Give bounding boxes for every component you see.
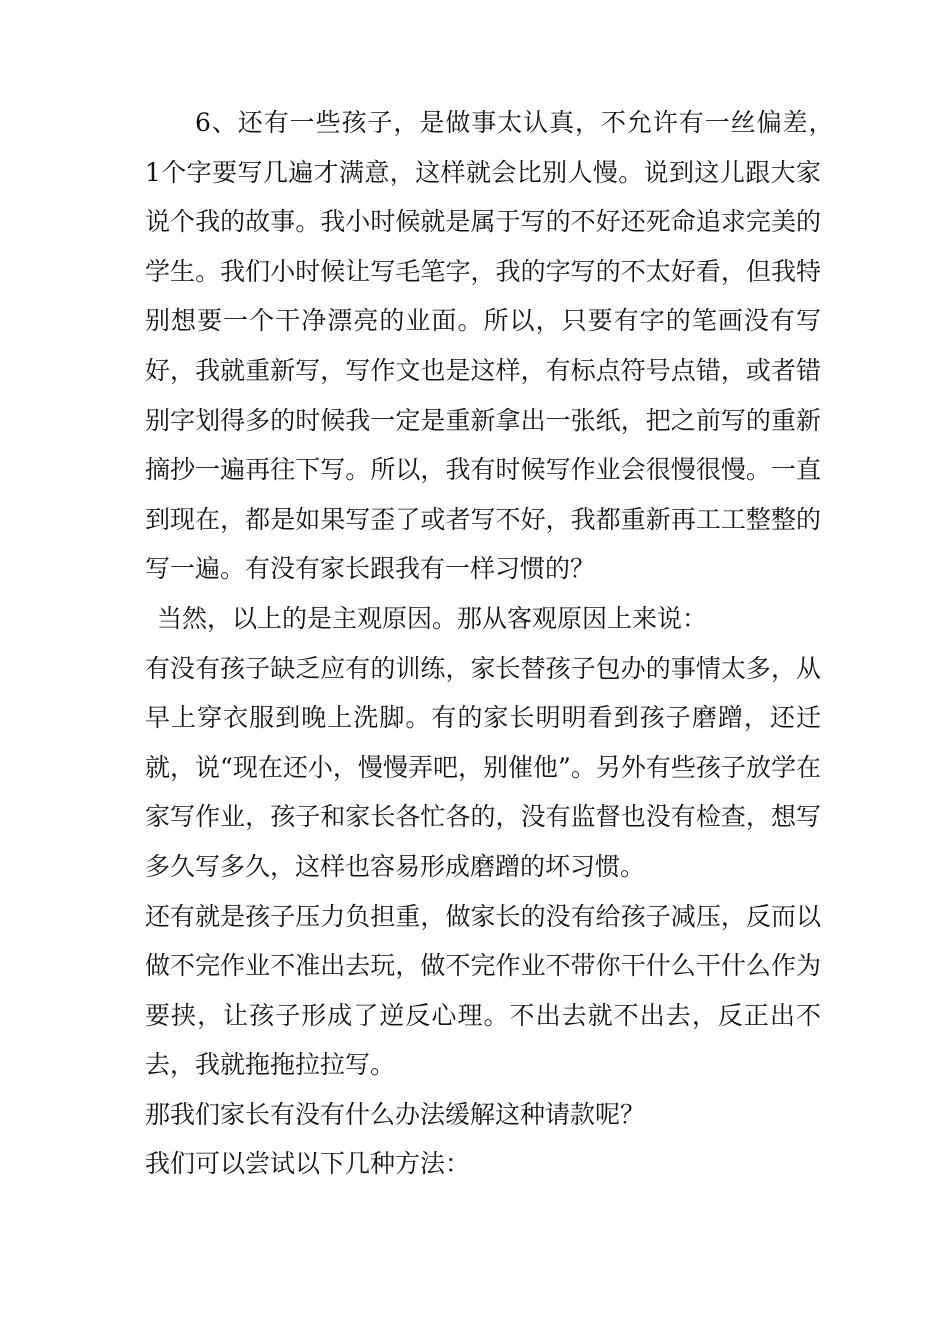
document-body (145, 98, 847, 1189)
paragraph-methods: 我们可以尝试以下几种方法： (145, 1149, 471, 1179)
paragraph-slow-perfectionism: 6、还有一些孩子，是做事太认真，不允许有一丝偏差， 1个字要写几遍才满意，这样就会比别人慢。说到这儿跟大家说个我的故事。我小时候就是属于写的不好还死命追求完美的学生。我们小时候让写毛笔字，我的字写的不太好看，但我特别想要一个干净漂亮的业面。所以，只要有字的笔画没有写好，我就重新写，写作文也是这样，有标点符号点错，或者错别字划得多的时候我一定是重新拿出一张纸，把之前写的重新摘抄一遍再往下写。所以，我有时候写作业会很慢很慢。一直到现在，都是如果写歪了或者写不好，我都重新再工工整整的写一遍。有没有家长跟我有一样习惯的？ (145, 108, 847, 584)
paragraph-question: 那我们家长有没有什么办法缓解这种请款呢？ (145, 1099, 646, 1129)
paragraph-lack-of-training: 有没有孩子缺乏应有的训练，家长替孩子包办的事情太多，从早上穿衣服到晚上洗脚。有的家长明明看到孩子磨蹭，还迁就，说“现在还小，慢慢弄吧，别催他”。另外有些孩子放学在家写作业，孩子和家长各忙各的，没有监督也没有检查，想写多久写多久，这样也容易形成磨蹭的坏习惯。 (145, 653, 821, 881)
paragraph-pressure: 还有就是孩子压力负担重，做家长的没有给孩子减压，反而以做不完作业不准出去玩，做不完作业不带你干什么干什么作为要挟，让孩子形成了逆反心理。不出去就不出去，反正出不去，我就拖拖拉拉写。 (145, 901, 821, 1080)
paragraph-subjective-causes: 当然，以上的是主观原因。那从客观原因上来说： (157, 603, 708, 633)
